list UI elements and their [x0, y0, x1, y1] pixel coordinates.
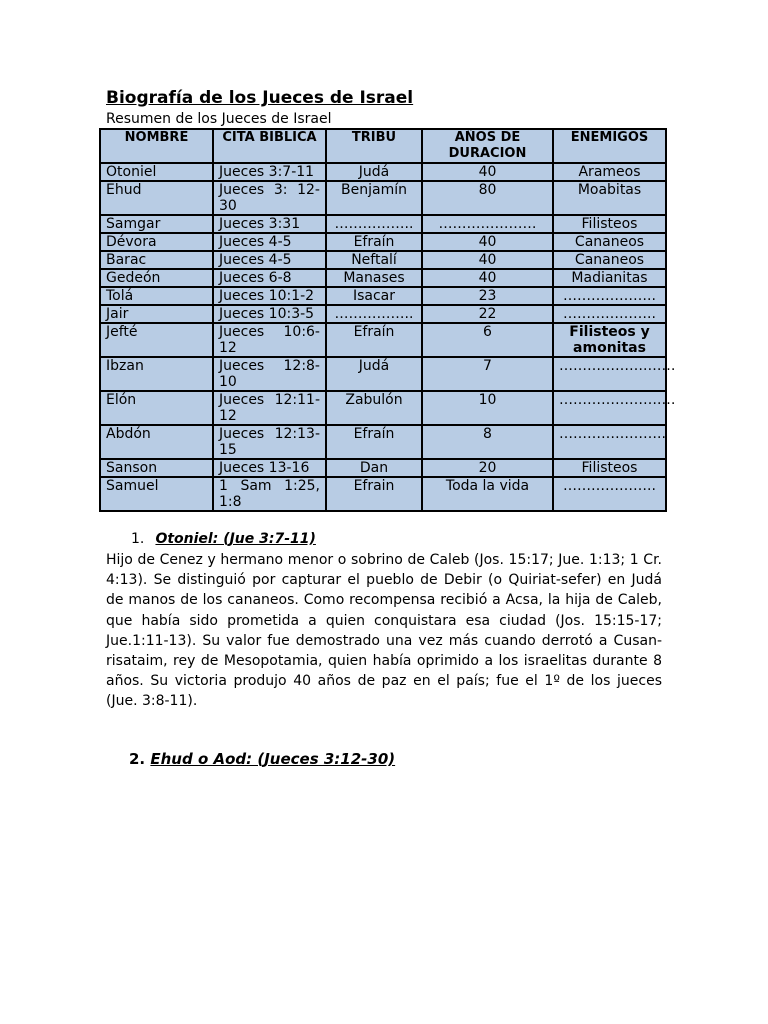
cell-enemigos: ……………….. — [553, 305, 666, 323]
cell-nombre: Barac — [100, 251, 213, 269]
cell-cita: Jueces 10:3-5 — [213, 305, 326, 323]
cell-nombre: Tolá — [100, 287, 213, 305]
cell-enemigos: Filisteos y amonitas — [553, 323, 666, 357]
cell-cita: Jueces 3:31 — [213, 215, 326, 233]
section-title: Ehud o Aod: (Jueces 3:12-30) — [150, 749, 396, 768]
table-row — [100, 425, 666, 459]
cell-enemigos: Filisteos — [553, 459, 666, 477]
cell-enemigos: Cananeos — [553, 233, 666, 251]
section-number: 2. — [129, 749, 146, 768]
cell-anos: 80 — [422, 181, 553, 215]
cell-enemigos: Moabitas — [553, 181, 666, 215]
cell-tribu: Zabulón — [326, 391, 422, 425]
table-row — [100, 163, 666, 181]
cell-cita: Jueces 4-5 — [213, 251, 326, 269]
table-row — [100, 477, 666, 511]
document-page — [106, 88, 676, 768]
cell-tribu: Judá — [326, 357, 422, 391]
table-row — [100, 215, 666, 233]
cell-anos: Toda la vida — [422, 477, 553, 511]
cell-nombre: Dévora — [100, 233, 213, 251]
cell-cita: Jueces 10:6-12 — [213, 323, 326, 357]
cell-tribu: Judá — [326, 163, 422, 181]
table-row — [100, 287, 666, 305]
cell-enemigos: Filisteos — [553, 215, 666, 233]
cell-tribu: Manases — [326, 269, 422, 287]
cell-nombre: Abdón — [100, 425, 213, 459]
table-header-row — [100, 129, 666, 163]
cell-tribu: Efrain — [326, 477, 422, 511]
cell-tribu: …………….. — [326, 215, 422, 233]
cell-anos: 23 — [422, 287, 553, 305]
cell-tribu: Benjamín — [326, 181, 422, 215]
cell-anos: 20 — [422, 459, 553, 477]
section-heading — [131, 530, 666, 549]
cell-tribu: Efraín — [326, 323, 422, 357]
cell-anos: 6 — [422, 323, 553, 357]
table-row — [100, 181, 666, 215]
cell-anos: 8 — [422, 425, 553, 459]
cell-nombre: Elón — [100, 391, 213, 425]
table-row — [100, 233, 666, 251]
cell-cita: Jueces 13-16 — [213, 459, 326, 477]
table-row — [100, 323, 666, 357]
section-number: 1. — [131, 531, 145, 547]
cell-nombre: Samuel — [100, 477, 213, 511]
cell-cita: Jueces 3:7-11 — [213, 163, 326, 181]
cell-nombre: Ibzan — [100, 357, 213, 391]
cell-nombre: Jefté — [100, 323, 213, 357]
section-ehud — [129, 750, 666, 768]
cell-cita: Jueces 6-8 — [213, 269, 326, 287]
table-row — [100, 357, 666, 391]
table-row — [100, 251, 666, 269]
cell-nombre: Jair — [100, 305, 213, 323]
cell-nombre: Gedeón — [100, 269, 213, 287]
cell-cita: Jueces 12:8-10 — [213, 357, 326, 391]
table-row — [100, 305, 666, 323]
section-otoniel — [106, 530, 666, 712]
cell-anos: 40 — [422, 269, 553, 287]
header-tribu: TRIBU — [326, 129, 422, 163]
cell-enemigos: ……………….. — [553, 477, 666, 511]
cell-cita: Jueces 10:1-2 — [213, 287, 326, 305]
document-subtitle: Resumen de los Jueces de Israel — [106, 111, 332, 127]
section-title: Otoniel: (Jue 3:7-11) — [155, 531, 316, 547]
header-anos-duracion: AÑOS DE DURACION — [422, 129, 553, 163]
cell-cita: Jueces 12:11-12 — [213, 391, 326, 425]
table-row — [100, 459, 666, 477]
cell-anos: 10 — [422, 391, 553, 425]
cell-tribu: Efraín — [326, 425, 422, 459]
document-title: Biografía de los Jueces de Israel — [106, 88, 414, 108]
cell-nombre: Samgar — [100, 215, 213, 233]
cell-enemigos: Cananeos — [553, 251, 666, 269]
cell-cita: Jueces 12:13-15 — [213, 425, 326, 459]
cell-enemigos: Madianitas — [553, 269, 666, 287]
header-nombre: NOMBRE — [100, 129, 213, 163]
cell-anos: ………………… — [422, 215, 553, 233]
cell-tribu: Isacar — [326, 287, 422, 305]
cell-enemigos: ………………….. — [553, 425, 666, 459]
cell-anos: 7 — [422, 357, 553, 391]
cell-enemigos: ……………….. — [553, 287, 666, 305]
cell-anos: 40 — [422, 233, 553, 251]
table-row — [100, 391, 666, 425]
cell-nombre: Sanson — [100, 459, 213, 477]
cell-nombre: Otoniel — [100, 163, 213, 181]
table-row — [100, 269, 666, 287]
cell-anos: 22 — [422, 305, 553, 323]
cell-enemigos: Arameos — [553, 163, 666, 181]
cell-anos: 40 — [422, 251, 553, 269]
judges-table — [99, 128, 676, 512]
cell-tribu: …………….. — [326, 305, 422, 323]
cell-tribu: Neftalí — [326, 251, 422, 269]
cell-nombre: Ehud — [100, 181, 213, 215]
cell-enemigos: ……………….…… — [553, 357, 666, 391]
cell-anos: 40 — [422, 163, 553, 181]
header-cita-biblica: CITA BIBLICA — [213, 129, 326, 163]
section-paragraph: Hijo de Cenez y hermano menor o sobrino de Caleb (Jos. 15:17; Jue. 1:13; 1 Cr. 4:13). Se distinguió por capturar el pueblo de Debir (o Quiriat-sefer) en Judá de manos de los cananeos. Como recompensa recibió a Acsa, la hija de Caleb, que había sido prometida a quien conquistara esa ciudad (Jos. 15:15-17; Jue.1:11-13). Su valor fue demostrado una vez más cuando derrotó a Cusan-risataim, rey de Mesopotamia, quien había oprimido a los israelitas durante 8 años. Su victoria produjo 40 años de paz en el país; fue el 1º de los jueces (Jue. 3:8-11). — [106, 552, 662, 710]
cell-cita: Jueces 4-5 — [213, 233, 326, 251]
cell-cita: Jueces 3: 12-30 — [213, 181, 326, 215]
cell-tribu: Efraín — [326, 233, 422, 251]
cell-tribu: Dan — [326, 459, 422, 477]
header-enemigos: ENEMIGOS — [553, 129, 666, 163]
cell-cita: 1 Sam 1:25, 1:8 — [213, 477, 326, 511]
cell-enemigos: ………………….… — [553, 391, 666, 425]
